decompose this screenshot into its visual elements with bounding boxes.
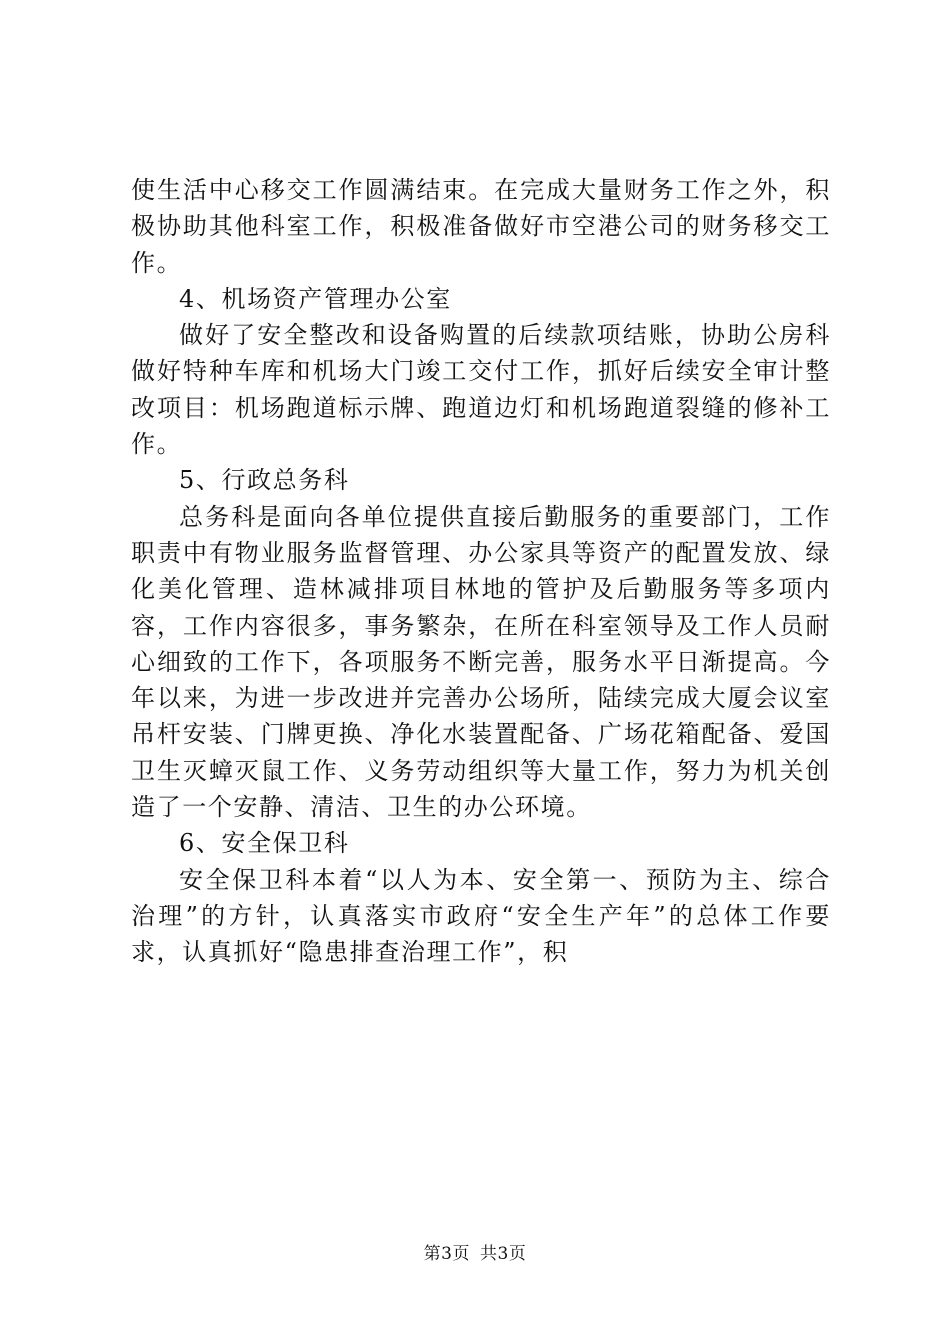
heading-asset-management-office: 4、机场资产管理办公室: [179, 284, 452, 313]
page-total: 共3页: [480, 1244, 527, 1264]
page-number: 第3页: [423, 1244, 470, 1264]
document-body: [131, 172, 831, 971]
paragraph-finance-continued: 使生活中心移交工作圆满结束。在完成大量财务工作之外，积极协助其他科室工作，积极准备做好市空港公司的财务移交工作。: [131, 176, 831, 277]
paragraph-general-affairs: 总务科是面向各单位提供直接后勤服务的重要部门，工作职责中有物业服务监督管理、办公家具等资产的配置发放、绿化美化管理、造林减排项目林地的管护及后勤服务等多项内容，工作内容很多，事务繁杂，在所在科室领导及工作人员耐心细致的工作下，各项服务不断完善，服务水平日渐提高。今年以来，为进一步改进并完善办公场所，陆续完成大厦会议室吊杆安装、门牌更换、净化水装置配备、广场花箱配备、爱国卫生灭蟑灭鼠工作、义务劳动组织等大量工作，努力为机关创造了一个安静、清洁、卫生的办公环境。: [131, 502, 831, 822]
heading-security: 6、安全保卫科: [179, 829, 350, 858]
heading-general-affairs: 5、行政总务科: [179, 466, 350, 495]
paragraph-asset-management: 做好了安全整改和设备购置的后续款项结账，协助公房科做好特种车库和机场大门竣工交付工作，抓好后续安全审计整改项目：机场跑道标示牌、跑道边灯和机场跑道裂缝的修补工作。: [131, 321, 831, 459]
page-footer: [0, 1242, 950, 1266]
paragraph-security: 安全保卫科本着“以人为本、安全第一、预防为主、综合治理”的方针，认真落实市政府“安全生产年”的总体工作要求，认真抓好“隐患排查治理工作”，积: [131, 865, 831, 967]
